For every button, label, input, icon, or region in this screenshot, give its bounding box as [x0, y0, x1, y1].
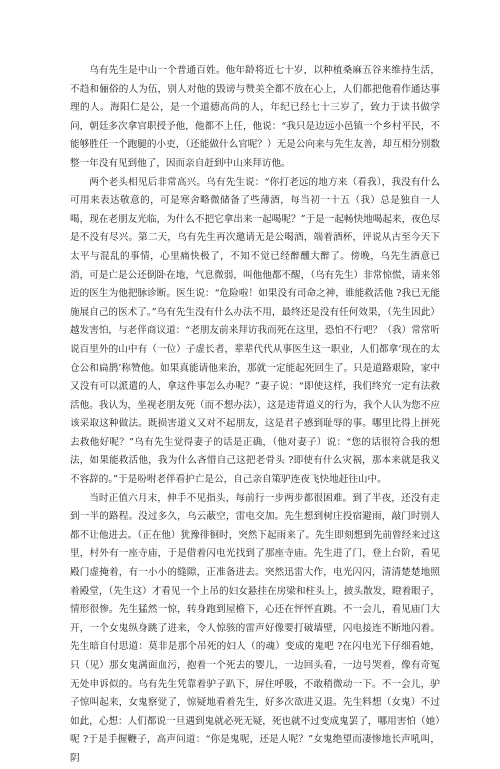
paragraph-2: 两个老头相见后非常高兴。乌有先生说：“你打老远的地方来（看我），我没有什么可用来表达敬意的，可是寒舍略微储备了些薄酒，每当初一十五（我）总是独自一人喝，现在老朋友光临，为什么不把它拿出来一起喝呢？”于是一起畅快地喝起来，夜色尽是不没有尽兴。第二天，乌有先生再次邀请无是公喝酒，端着酒杯，评说从古至今天下太平与混乱的事情，心里痛快极了，不知不觉已经醉醺大醉了。傍晚，乌先生酒意已消，可是亡是公还倒卧在地，气息微弱，叫他他都不醒，（乌有先生）非常惊慌，请来邻近的医生为他把脉诊断。医生说：“危险啦！如果没有司命之神，谁能救活他 ?我已无能施展自己的医术了。”乌有先生没有什么办法不用，最终还是没有任何效果，（先生因此）越发害怕，与老伴商议道：“老朋友前来拜访我而死在这里，恐怕不行吧？（我）常常听说百里外的山中有（一位）子虚长者，辈辈代代从事医生这一职业，人们都拿‘现在的太仓公和扁鹊’称赞他。如果真能请他来治，那就一定能起死回生了。只是道路艰险，家中又没有可以派遣的人，拿这件事怎么办呢？”妻子说：“即使这样，我们终究一定有法救活他。我认为，坐视老朋友死（而不想办法），这是违背道义的行为，我个人认为您不应该采取这种做法。既损害道义又对不起朋友，这是君子感到耻辱的事。哪里比得上拼死去救他好呢？”乌有先生觉得妻子的话是正确，（他对妻子）说：“您的话很符合我的想法，如果能救活他，我为什么吝惜自己这把老骨头 ?即使有什么灾祸，那本来就是我义不容辞的。”于是吩咐老伴看护亡是公，自己亲自策驴连夜飞快地赶往山中。 [70, 176, 440, 486]
paragraph-1: 乌有先生是中山一个普通百姓。他年龄将近七十岁，以种植桑麻五谷来维持生活，不趋和俪俗的人为伍，别人对他的毁谤与赞美全都不放在心上，人们都把他看作通达事理的人。海阳仁是公，是一个道德高尚的人，年纪已经七十三岁了，致力于读书做学问，朝廷多次拿官职授予他，他都不上任，他说：“我只是边远小邑镇一个乡村平民，不能够胜任一个跑腿的小吏，（还能做什么官呢？）无是公向来与先生友善，却互相分别数整一年没有见到他了，因而亲自赶到中山来拜访他。 [70, 65, 440, 169]
document-body [70, 62, 440, 769]
paragraph-3: 当时正值六月末，伸手不见指头，每前行一步两步都很困难。到了半夜，还没有走到一半的路程。没过多久，乌云蔽空，雷电交加。先生想到树庄投宿避雨，敲门时别人都不让他进去。（正在他）犹豫徘徊时，突然下起雨来了。先生即刻想到先前曾经来过这里，村外有一座寺庙，于是借着闪电光找到了那座寺庙。先生进了门，登上台阶，看见殿门虚掩着，有一小小的缝隙，正准备进去。突然迅雷大作，电光闪闪，清清楚楚地照着殿堂，（先生这）才看见一个上吊的妇女悬挂在房梁和柱头上，披头散发，瞪着眼子，情形很惨。先生猛然一惊，转身跑到屋檐下，心还在怦怦直跳。不一会儿，看见庙门大开，一个女鬼纵身跳了进来，令人惊骇的雷声好像要打破墙壁，闪电接连不断地闪着。先生暗自付思道：莫非是那个吊死的妇人（的魂）变成的鬼吧 ?在闪电光下仔细看她，只（见）那女鬼满面血污，抱着一个死去的婴儿，一边回头看，一边号哭着，像有奇冤无处申诉似的。乌有先生凭靠着驴子趴下，屏住呼吸，不敢稍微动一下。不一会儿，驴子惊叫起来，女鬼察觉了，惊疑地看着先生，好多次欲进又退。先生料想（女鬼）不过如此，心想：人们都说一旦遇到鬼就必死无疑，死也就不过变成鬼罢了，哪用害怕（她）呢 ?于是手握鞭子，高声问道：“你是鬼呢，还是人呢？”女鬼绝望而凄惨地长声吼叫，阴 [70, 492, 440, 764]
